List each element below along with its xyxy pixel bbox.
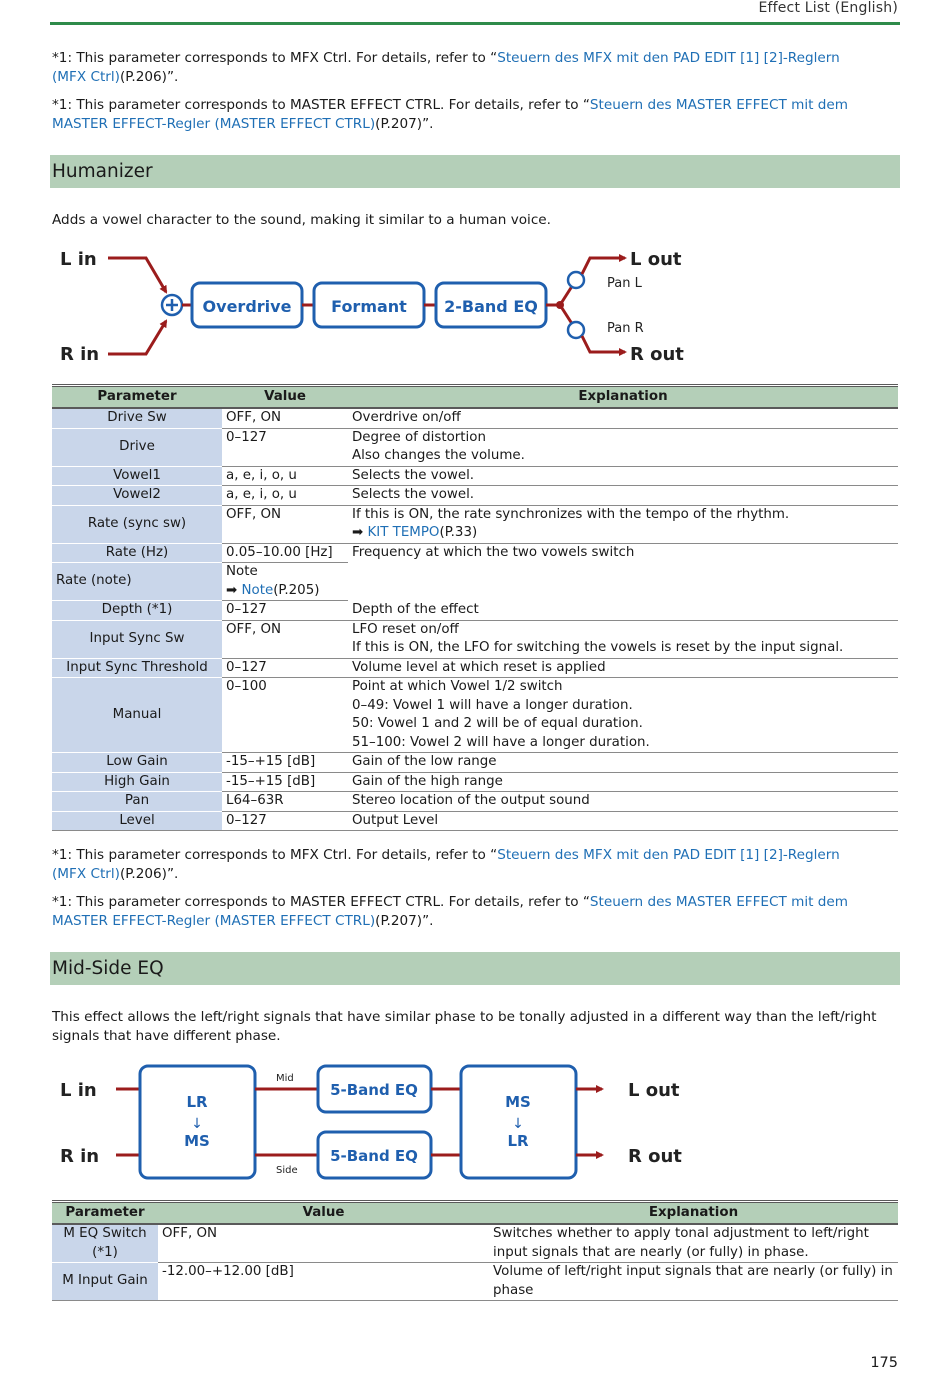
cell-line: Volume level at which reset is applied bbox=[352, 659, 606, 675]
col-header-value: Value bbox=[158, 1202, 489, 1225]
diagram-l-out: L out bbox=[628, 1080, 680, 1101]
arrow-right-icon: ➡ bbox=[352, 525, 368, 540]
table-row bbox=[52, 486, 898, 506]
cell-line: 0–127 bbox=[226, 602, 267, 617]
midside-signal-diagram bbox=[50, 1062, 710, 1187]
cell-line: If this is ON, the rate synchronizes with the tempo of the rhythm. bbox=[352, 506, 790, 522]
block-label: LR bbox=[507, 1132, 529, 1150]
cell-line: OFF, ON bbox=[162, 1226, 218, 1241]
cell-line: 0.05–10.00 [Hz] bbox=[226, 544, 333, 560]
col-header-parameter: Parameter bbox=[52, 386, 222, 409]
cell-line: Also changes the volume. bbox=[352, 448, 525, 463]
cross-reference bbox=[226, 582, 344, 601]
section-title-mid-side-eq: Mid-Side EQ bbox=[50, 952, 900, 985]
table-row bbox=[52, 753, 898, 773]
cell-line: M EQ Switch bbox=[63, 1226, 147, 1241]
cell-line: -15–+15 [dB] bbox=[226, 754, 316, 769]
cell-line: Depth of the effect bbox=[352, 601, 479, 617]
note-link-mfx-ctrl[interactable]: Steuern des MFX mit den PAD EDIT [1] [2]-Reglern (MFX Ctrl) bbox=[52, 847, 840, 882]
table-row bbox=[52, 658, 898, 678]
cell-line: 51–100: Vowel 2 will have a longer duration. bbox=[352, 734, 650, 750]
note-link-master-effect[interactable]: Steuern des MASTER EFFECT mit dem MASTER EFFECT-Regler (MASTER EFFECT CTRL) bbox=[52, 97, 849, 132]
param-value bbox=[222, 792, 348, 812]
note-master-effect-top bbox=[52, 96, 872, 134]
signal-line-l-in bbox=[108, 258, 166, 292]
note-text: *1: This parameter corresponds to MASTER EFFECT CTRL. For details, refer to “ bbox=[52, 894, 590, 910]
param-name: Manual bbox=[52, 678, 222, 753]
reference-link[interactable]: Note bbox=[241, 582, 274, 598]
cell-line: (*1) bbox=[92, 1244, 118, 1260]
page-header-title: Effect List (English) bbox=[758, 0, 898, 16]
block-label: Formant bbox=[331, 297, 407, 316]
param-explanation bbox=[348, 543, 898, 563]
page-reference: (P.205) bbox=[273, 582, 320, 598]
cell-line: -15–+15 [dB] bbox=[226, 773, 316, 789]
param-name: Pan bbox=[52, 792, 222, 812]
cell-line: 0–127 bbox=[226, 659, 267, 675]
param-name bbox=[52, 1224, 158, 1263]
cell-line: If this is ON, the LFO for switching the vowels is reset by the input signal. bbox=[352, 640, 844, 655]
table-row bbox=[52, 428, 898, 466]
signal-line-r-in bbox=[108, 321, 166, 354]
col-header-parameter: Parameter bbox=[52, 1202, 158, 1225]
note-text: (P.206)”. bbox=[119, 69, 179, 85]
param-explanation bbox=[348, 505, 898, 543]
page-number: 175 bbox=[870, 1355, 898, 1371]
cell-line: OFF, ON bbox=[226, 410, 282, 425]
param-name: Input Sync Sw bbox=[52, 620, 222, 658]
param-explanation bbox=[348, 408, 898, 428]
param-explanation bbox=[348, 601, 898, 621]
table-row bbox=[52, 792, 898, 812]
param-value bbox=[222, 811, 348, 831]
cell-line: 50: Vowel 1 and 2 will be of equal duration. bbox=[352, 716, 643, 731]
note-link-master-effect[interactable]: Steuern des MASTER EFFECT mit dem MASTER EFFECT-Regler (MASTER EFFECT CTRL) bbox=[52, 894, 849, 929]
cell-line: Frequency at which the two vowels switch bbox=[352, 544, 635, 560]
param-explanation bbox=[348, 486, 898, 506]
param-value bbox=[222, 678, 348, 753]
note-text: (P.207)”. bbox=[375, 913, 434, 929]
cell-line: 0–100 bbox=[226, 679, 267, 694]
cell-line: Volume of left/right input signals that are nearly (or fully) in bbox=[493, 1264, 893, 1279]
param-explanation bbox=[348, 563, 898, 601]
cell-line: -12.00–+12.00 [dB] bbox=[162, 1264, 294, 1279]
col-header-explanation: Explanation bbox=[489, 1202, 898, 1225]
cross-reference bbox=[352, 524, 894, 543]
block-label: 2-Band EQ bbox=[444, 297, 538, 316]
param-name: Input Sync Threshold bbox=[52, 658, 222, 678]
diagram-pan-r: Pan R bbox=[607, 321, 644, 336]
param-explanation bbox=[489, 1224, 898, 1263]
param-name: Level bbox=[52, 811, 222, 831]
table-row bbox=[52, 811, 898, 831]
down-arrow-icon: ↓ bbox=[191, 1116, 203, 1132]
block-label: Overdrive bbox=[202, 297, 292, 316]
param-value bbox=[222, 563, 348, 601]
param-explanation bbox=[348, 428, 898, 466]
diagram-side-label: Side bbox=[276, 1165, 298, 1176]
table-row bbox=[52, 1263, 898, 1301]
param-explanation bbox=[348, 620, 898, 658]
note-text: *1: This parameter corresponds to MFX Ctrl. For details, refer to “ bbox=[52, 50, 498, 66]
cell-line: 0–49: Vowel 1 will have a longer duration. bbox=[352, 697, 633, 713]
humanizer-description: Adds a vowel character to the sound, making it similar to a human voice. bbox=[52, 212, 551, 228]
cell-line: M Input Gain bbox=[62, 1273, 148, 1289]
cell-line: Degree of distortion bbox=[352, 429, 486, 445]
cell-line: Note bbox=[226, 564, 258, 579]
note-text: *1: This parameter corresponds to MFX Ctrl. For details, refer to “ bbox=[52, 847, 498, 863]
param-value bbox=[222, 658, 348, 678]
param-name: Drive Sw bbox=[52, 408, 222, 428]
diagram-r-out: R out bbox=[630, 344, 684, 365]
cell-line: a, e, i, o, u bbox=[226, 467, 297, 483]
table-row bbox=[52, 620, 898, 658]
table-row bbox=[52, 543, 898, 563]
table-row bbox=[52, 601, 898, 621]
note-link-mfx-ctrl[interactable]: Steuern des MFX mit den PAD EDIT [1] [2]-Reglern (MFX Ctrl) bbox=[52, 50, 840, 85]
cell-line: Output Level bbox=[352, 812, 439, 828]
col-header-explanation: Explanation bbox=[348, 386, 898, 409]
pan-r-knob-icon bbox=[568, 322, 584, 338]
param-name: Vowel2 bbox=[52, 486, 222, 506]
table-row bbox=[52, 772, 898, 792]
block-label: 5-Band EQ bbox=[330, 1147, 418, 1165]
diagram-r-out: R out bbox=[628, 1146, 682, 1167]
param-name: Rate (note) bbox=[52, 563, 222, 601]
param-value bbox=[158, 1224, 489, 1263]
param-explanation bbox=[348, 772, 898, 792]
cell-line: OFF, ON bbox=[226, 621, 282, 637]
block-label: 5-Band EQ bbox=[330, 1081, 418, 1099]
signal-line-r-out bbox=[582, 336, 625, 352]
param-explanation bbox=[489, 1263, 898, 1301]
param-value bbox=[222, 466, 348, 486]
midside-parameter-table bbox=[52, 1200, 898, 1301]
diagram-r-in: R in bbox=[60, 344, 100, 365]
cell-line: Gain of the low range bbox=[352, 754, 497, 769]
col-header-value: Value bbox=[222, 386, 348, 409]
diagram-mid-label: Mid bbox=[276, 1073, 294, 1084]
diagram-l-in: L in bbox=[60, 1080, 97, 1101]
param-value bbox=[222, 428, 348, 466]
note-text: *1: This parameter corresponds to MASTER EFFECT CTRL. For details, refer to “ bbox=[52, 97, 590, 113]
cell-line: Switches whether to apply tonal adjustment to left/right bbox=[493, 1226, 869, 1241]
param-value bbox=[222, 486, 348, 506]
block-label: MS bbox=[184, 1132, 210, 1150]
note-master-effect-mid bbox=[52, 893, 872, 931]
param-name bbox=[52, 1263, 158, 1301]
param-explanation bbox=[348, 753, 898, 773]
param-value bbox=[222, 543, 348, 563]
cell-line: Stereo location of the output sound bbox=[352, 793, 590, 808]
cell-line: Gain of the high range bbox=[352, 773, 503, 789]
midside-description: This effect allows the left/right signals that have similar phase to be tonally adjusted in a different way than the left/right signals that have different phase. bbox=[52, 1009, 877, 1044]
param-name: Rate (Hz) bbox=[52, 543, 222, 563]
param-explanation bbox=[348, 678, 898, 753]
cell-line: Selects the vowel. bbox=[352, 487, 475, 502]
humanizer-parameter-table bbox=[52, 384, 898, 831]
reference-link[interactable]: KIT TEMPO bbox=[367, 525, 440, 540]
diagram-l-out: L out bbox=[630, 249, 682, 270]
table-row bbox=[52, 408, 898, 428]
table-row bbox=[52, 678, 898, 753]
cell-line: input signals that are nearly (or fully) in phase. bbox=[493, 1244, 809, 1260]
cell-line: a, e, i, o, u bbox=[226, 487, 297, 502]
param-name: High Gain bbox=[52, 772, 222, 792]
param-value bbox=[222, 753, 348, 773]
block-label: MS bbox=[505, 1093, 531, 1111]
cell-line: 0–127 bbox=[226, 429, 267, 445]
note-text: (P.207)”. bbox=[375, 116, 434, 132]
cell-line: OFF, ON bbox=[226, 506, 282, 522]
param-name: Vowel1 bbox=[52, 466, 222, 486]
param-value bbox=[222, 408, 348, 428]
table-row bbox=[52, 505, 898, 543]
cell-line: phase bbox=[493, 1282, 534, 1298]
param-explanation bbox=[348, 466, 898, 486]
diagram-l-in: L in bbox=[60, 249, 97, 270]
header-rule bbox=[50, 22, 900, 25]
param-explanation bbox=[348, 811, 898, 831]
cell-line: LFO reset on/off bbox=[352, 621, 459, 637]
arrow-right-icon: ➡ bbox=[226, 582, 242, 598]
down-arrow-icon: ↓ bbox=[512, 1116, 524, 1132]
table-header-row bbox=[52, 1202, 898, 1225]
param-value bbox=[222, 505, 348, 543]
section-title-humanizer: Humanizer bbox=[50, 155, 900, 188]
param-value bbox=[222, 620, 348, 658]
diagram-r-in: R in bbox=[60, 1146, 100, 1167]
page-reference: (P.33) bbox=[439, 525, 478, 540]
cell-line: 0–127 bbox=[226, 812, 267, 828]
table-row bbox=[52, 1224, 898, 1263]
cell-line: L64–63R bbox=[226, 793, 284, 808]
param-name: Depth (*1) bbox=[52, 601, 222, 621]
param-value bbox=[158, 1263, 489, 1301]
cell-line: Overdrive on/off bbox=[352, 410, 461, 425]
param-explanation bbox=[348, 658, 898, 678]
note-mfx-ctrl-top bbox=[52, 49, 852, 87]
param-explanation bbox=[348, 792, 898, 812]
cell-line: Selects the vowel. bbox=[352, 467, 475, 483]
pan-l-knob-icon bbox=[568, 272, 584, 288]
param-value bbox=[222, 601, 348, 621]
signal-line-l-out bbox=[582, 258, 625, 274]
note-mfx-ctrl-mid bbox=[52, 846, 852, 884]
cell-line: Point at which Vowel 1/2 switch bbox=[352, 679, 563, 694]
table-row bbox=[52, 466, 898, 486]
table-header-row bbox=[52, 386, 898, 409]
table-row bbox=[52, 563, 898, 601]
humanizer-signal-diagram bbox=[50, 240, 710, 370]
diagram-pan-l: Pan L bbox=[607, 276, 642, 291]
param-name: Drive bbox=[52, 428, 222, 466]
param-name: Low Gain bbox=[52, 753, 222, 773]
note-text: (P.206)”. bbox=[119, 866, 179, 882]
param-name: Rate (sync sw) bbox=[52, 505, 222, 543]
block-label: LR bbox=[186, 1093, 208, 1111]
param-value bbox=[222, 772, 348, 792]
